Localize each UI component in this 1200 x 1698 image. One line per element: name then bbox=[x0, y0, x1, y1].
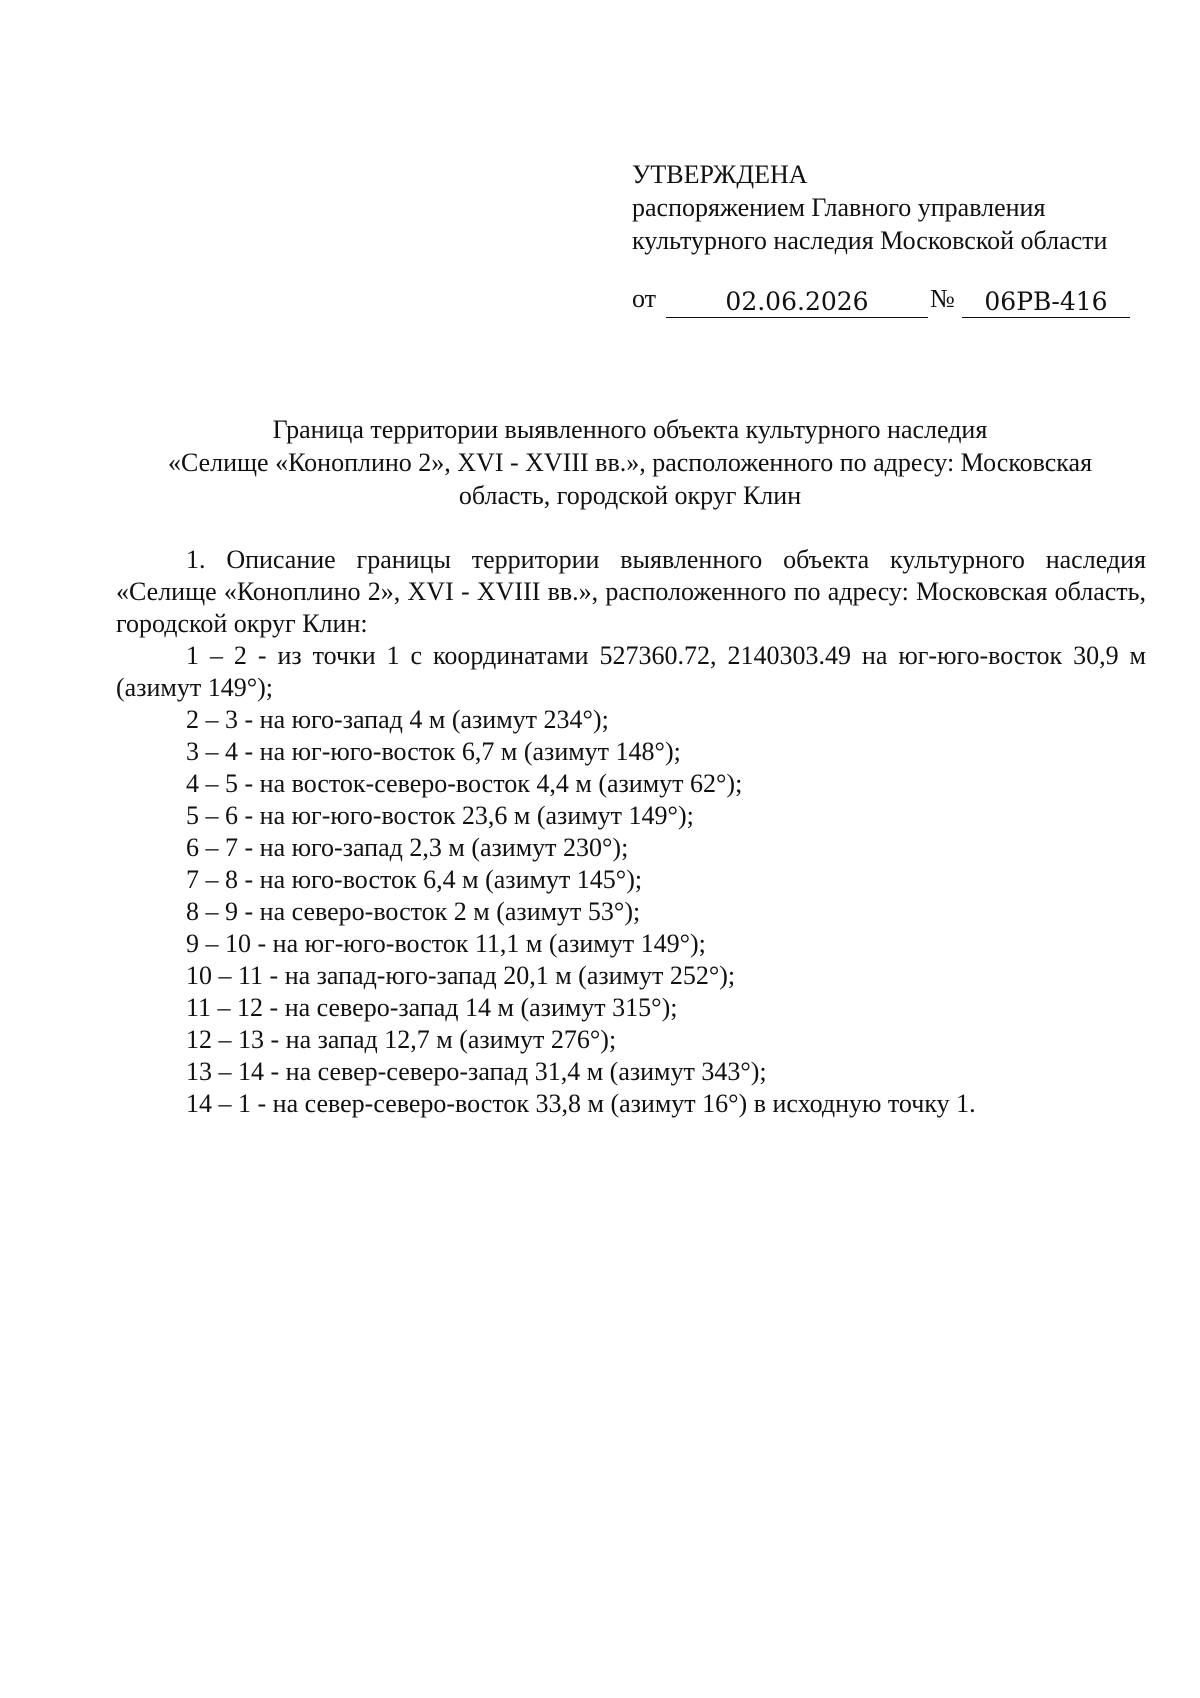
segment-item: 5 – 6 - на юг-юго-восток 23,6 м (азимут 149°); bbox=[186, 801, 694, 830]
approval-stamp: УТВЕРЖДЕНА bbox=[632, 160, 808, 189]
registration-line bbox=[632, 280, 1132, 320]
number-label: № bbox=[930, 284, 955, 313]
title-line-2: «Селище «Коноплино 2», XVI - XVIII вв.», расположенного по адресу: Московская bbox=[167, 448, 1093, 477]
approval-block bbox=[632, 158, 1107, 257]
segment-item: 8 – 9 - на северо-восток 2 м (азимут 53°); bbox=[186, 897, 641, 926]
segment-item: 7 – 8 - на юго-восток 6,4 м (азимут 145°); bbox=[186, 865, 643, 894]
segment-item: 10 – 11 - на запад-юго-запад 20,1 м (азимут 252°); bbox=[186, 961, 736, 990]
segment-item: 2 – 3 - на юго-запад 4 м (азимут 234°); bbox=[186, 705, 609, 734]
segment-item: 12 – 13 - на запад 12,7 м (азимут 276°); bbox=[186, 1025, 617, 1054]
segment-item: 9 – 10 - на юг-юго-восток 11,1 м (азимут 149°); bbox=[186, 929, 706, 958]
date-value: 02.06.2026 bbox=[666, 287, 928, 318]
approval-line-1: распоряжением Главного управления bbox=[632, 193, 1046, 222]
title-line-1: Граница территории выявленного объекта культурного наследия bbox=[272, 415, 988, 444]
date-label: от bbox=[632, 284, 657, 313]
segment-item: 4 – 5 - на восток-северо-восток 4,4 м (азимут 62°); bbox=[186, 769, 743, 798]
section-heading: 1. Описание границы территории выявленного объекта культурного наследия «Селище «Коноплино 2», XVI - XVIII вв.», расположенного по адресу: Московская область, городской округ Клин: bbox=[116, 545, 1146, 638]
segment-item: 13 – 14 - на север-северо-запад 31,4 м (азимут 343°); bbox=[186, 1057, 767, 1086]
document-title bbox=[110, 413, 1150, 512]
segment-item: 11 – 12 - на северо-запад 14 м (азимут 315°); bbox=[186, 993, 678, 1022]
title-line-3: область, городской округ Клин bbox=[458, 481, 802, 510]
segment-item: 1 – 2 - из точки 1 с координатами 527360.72, 2140303.49 на юг-юго-восток 30,9 м (азимут 149°); bbox=[116, 641, 1146, 702]
segment-item: 6 – 7 - на юго-запад 2,3 м (азимут 230°); bbox=[186, 833, 629, 862]
approval-line-2: культурного наследия Московской области bbox=[632, 226, 1108, 255]
segment-item: 3 – 4 - на юг-юго-восток 6,7 м (азимут 148°); bbox=[186, 737, 681, 766]
number-value: 06РВ-416 bbox=[962, 287, 1130, 318]
segment-item: 14 – 1 - на север-северо-восток 33,8 м (азимут 16°) в исходную точку 1. bbox=[186, 1089, 976, 1118]
boundary-description bbox=[116, 544, 1146, 1120]
